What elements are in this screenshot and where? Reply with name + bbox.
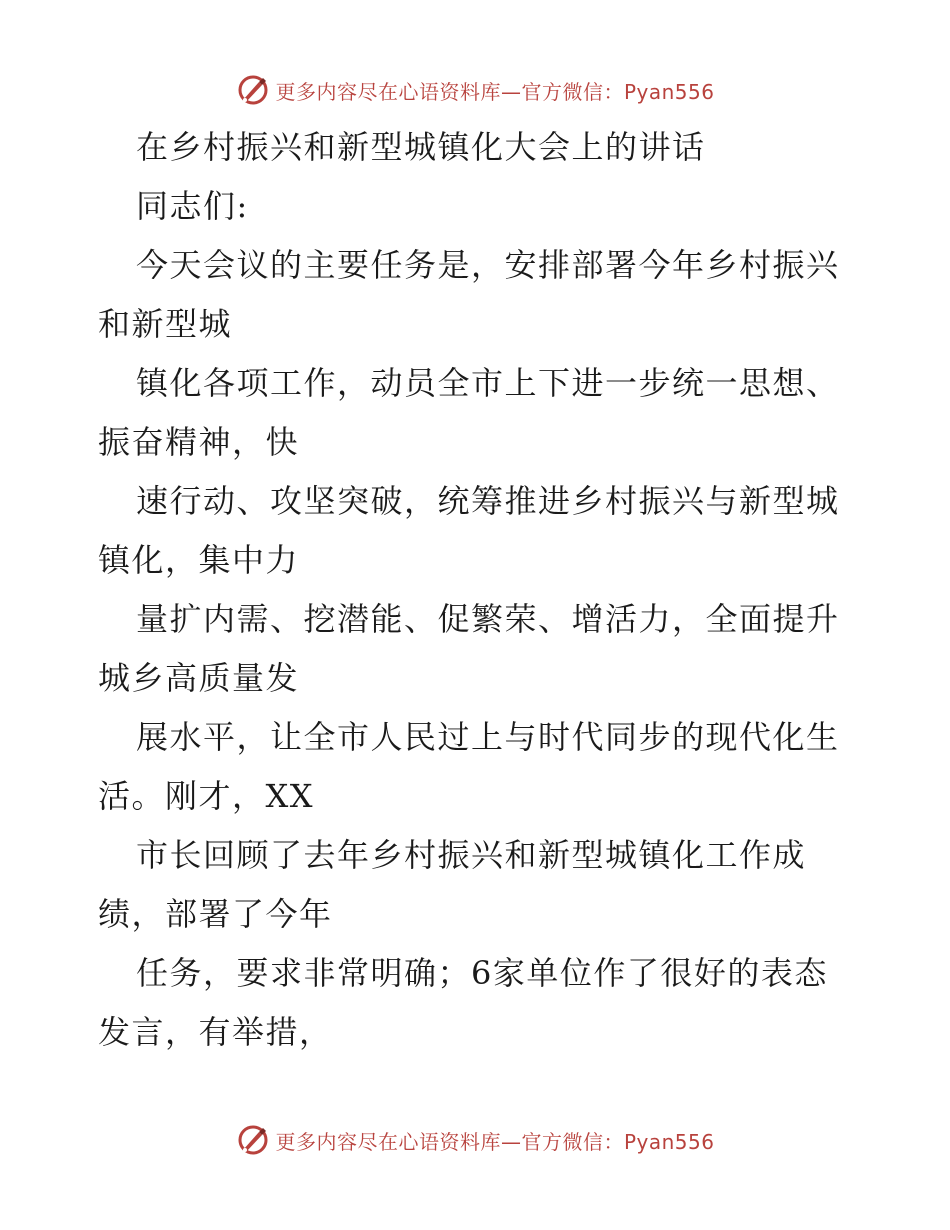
text-line: 展水平，让全市人民过上与时代同步的现代化生 [136,718,840,756]
text-line: 和新型城 [98,305,233,343]
text-line: 镇化各项工作，动员全市上下进一步统一思想、 [136,364,840,402]
text-line: 活。刚才，XX [98,777,315,815]
header-watermark [0,70,950,110]
text-line: 绩，部署了今年 [98,895,333,933]
text-line: 量扩内需、挖潜能、促繁荣、增活力，全面提升 [136,600,840,638]
text-line: 发言，有举措， [98,1013,333,1051]
text-line: 城乡高质量发 [98,659,300,697]
text-line: 镇化，集中力 [98,541,300,579]
document-body [98,118,858,1062]
text-line: 今天会议的主要任务是，安排部署今年乡村振兴 [136,246,840,284]
pen-logo-icon [235,72,271,108]
pen-logo-icon [235,1122,271,1158]
text-line: 任务，要求非常明确；6家单位作了很好的表态 [136,954,828,992]
text-line: 市长回顾了去年乡村振兴和新型城镇化工作成 [136,836,807,874]
text-line: 振奋精神，快 [98,423,300,461]
watermark-text: 更多内容尽在心语资料库—官方微信：Pyan556 [275,1129,715,1154]
watermark-text: 更多内容尽在心语资料库—官方微信：Pyan556 [275,79,715,104]
footer-watermark [0,1120,950,1160]
text-line: 在乡村振兴和新型城镇化大会上的讲话 [136,128,706,166]
text-line: 同志们: [136,187,249,225]
text-line: 速行动、攻坚突破，统筹推进乡村振兴与新型城 [136,482,840,520]
